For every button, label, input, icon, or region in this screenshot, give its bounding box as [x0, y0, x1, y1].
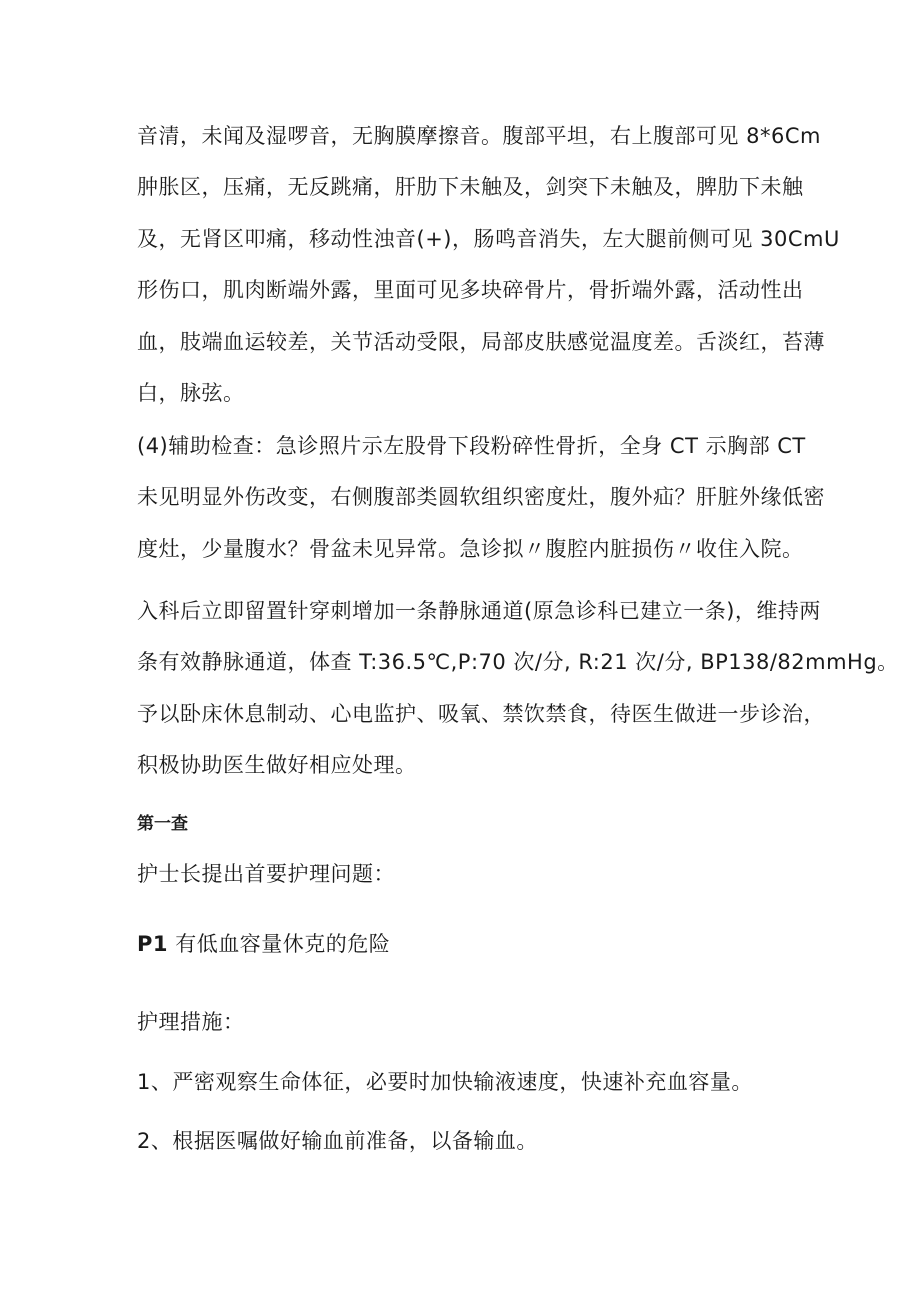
problem-code: P1 — [137, 932, 169, 956]
measures-label: 护理措施： — [137, 1010, 245, 1034]
section-title: 第一查 — [137, 814, 188, 834]
text-line: 形伤口，肌肉断端外露，里面可见多块碎骨片，骨折端外露，活动性出 — [137, 278, 804, 302]
text-line: 肿胀区，压痛，无反跳痛，肝肋下未触及，剑突下未触及，脾肋下未触 — [137, 175, 804, 199]
nursing-problem — [137, 932, 390, 956]
text-line: 未见明显外伤改变，右侧腹部类圆软组织密度灶，腹外疝？肝脏外缘低密 — [137, 485, 825, 509]
problem-text: 有低血容量休克的危险 — [175, 932, 391, 956]
measure-item: 1、严密观察生命体征，必要时加快输液速度，快速补充血容量。 — [137, 1070, 753, 1094]
text-line: 及，无肾区叩痛，移动性浊音(+)，肠鸣音消失，左大腿前侧可见 30CmU — [137, 227, 840, 251]
text-line: 血，肢端血运较差，关节活动受限，局部皮肤感觉温度差。舌淡红，苔薄 — [137, 330, 825, 354]
text-line: 度灶，少量腹水？骨盆未见异常。急诊拟〃腹腔内脏损伤〃收住入院。 — [137, 537, 804, 561]
text-line: 音清，未闻及湿啰音，无胸膜摩擦音。腹部平坦，右上腹部可见 8*6Cm — [137, 124, 822, 148]
text-line: 入科后立即留置针穿刺增加一条静脉通道(原急诊科已建立一条)，维持两 — [137, 599, 821, 623]
text-line: 予以卧床休息制动、心电监护、吸氧、禁饮禁食，待医生做进一步诊治， — [137, 702, 825, 726]
text-line: 条有效静脉通道，体查 T:36.5℃,P:70 次/分, R:21 次/分, BP138/82mmHg。 — [137, 650, 899, 674]
text-line: 积极协助医生做好相应处理。 — [137, 753, 417, 777]
text-line: (4)辅助检查：急诊照片示左股骨下段粉碎性骨折，全身 CT 示胸部 CT — [137, 434, 806, 458]
measure-item: 2、根据医嘱做好输血前准备，以备输血。 — [137, 1129, 538, 1153]
head-nurse-line: 护士长提出首要护理问题： — [137, 862, 395, 886]
text-line: 白，脉弦。 — [137, 381, 245, 405]
